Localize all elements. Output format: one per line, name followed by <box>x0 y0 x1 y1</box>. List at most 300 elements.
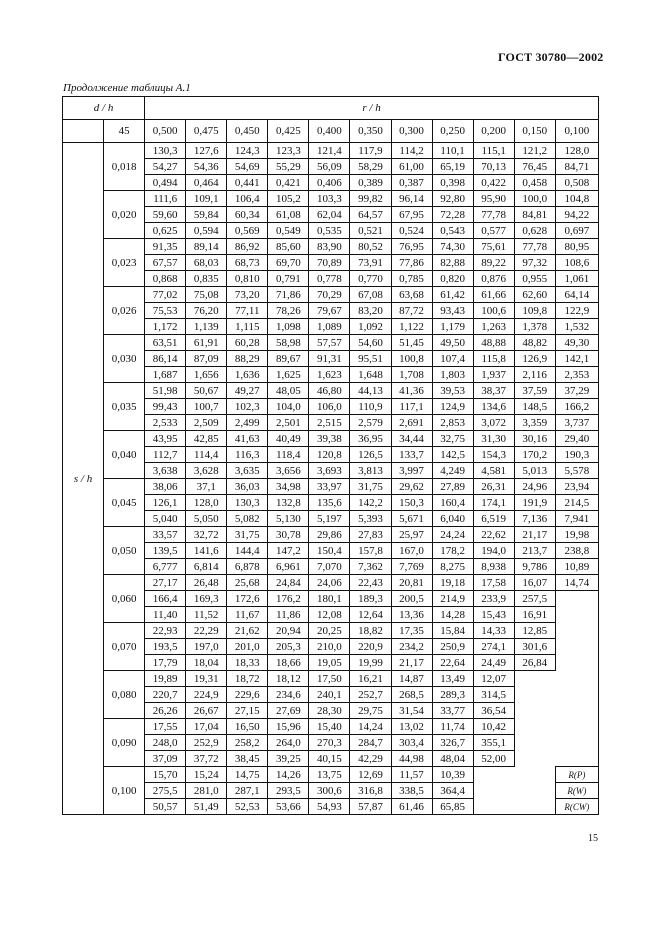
empty-cell <box>514 799 555 815</box>
empty-cell <box>555 751 598 767</box>
value-cell: 67,95 <box>391 207 432 223</box>
value-cell: 1,122 <box>391 319 432 335</box>
value-cell: 0,521 <box>350 223 391 239</box>
value-cell: 31,75 <box>227 527 268 543</box>
value-cell: 293,5 <box>268 783 309 799</box>
value-cell: 78,26 <box>268 303 309 319</box>
value-cell: 268,5 <box>391 687 432 703</box>
header-row <box>63 97 599 120</box>
value-cell: 87,72 <box>391 303 432 319</box>
value-cell: 6,961 <box>268 559 309 575</box>
value-cell: 52,00 <box>473 751 514 767</box>
value-cell: 5,393 <box>350 511 391 527</box>
value-cell: 16,07 <box>514 575 555 591</box>
value-cell: 105,2 <box>268 191 309 207</box>
value-cell: 86,14 <box>145 351 186 367</box>
value-cell: 169,3 <box>186 591 227 607</box>
empty-cell <box>514 671 555 687</box>
value-cell: 32,72 <box>186 527 227 543</box>
value-cell: 41,36 <box>391 383 432 399</box>
value-cell: 40,49 <box>268 431 309 447</box>
value-cell: 5,082 <box>227 511 268 527</box>
value-cell: 1,089 <box>309 319 350 335</box>
value-cell: 51,45 <box>391 335 432 351</box>
value-cell: 42,85 <box>186 431 227 447</box>
table-row <box>63 143 599 159</box>
value-cell: 0,791 <box>268 271 309 287</box>
value-cell: 59,60 <box>145 207 186 223</box>
value-cell: 15,84 <box>432 623 473 639</box>
sh-value: 0,090 <box>104 719 145 767</box>
value-cell: 26,84 <box>514 655 555 671</box>
value-cell: 166,2 <box>555 399 598 415</box>
value-cell: 281,0 <box>186 783 227 799</box>
value-cell: 70,29 <box>309 287 350 303</box>
value-cell: 33,57 <box>145 527 186 543</box>
value-cell: 5,578 <box>555 463 598 479</box>
value-cell: 248,0 <box>145 735 186 751</box>
value-cell: 134,6 <box>473 399 514 415</box>
value-cell: 5,130 <box>268 511 309 527</box>
value-cell: 14,28 <box>432 607 473 623</box>
value-cell: 14,24 <box>350 719 391 735</box>
value-cell: 275,5 <box>145 783 186 799</box>
empty-cell <box>555 623 598 639</box>
value-cell: 12,07 <box>473 671 514 687</box>
table-row <box>63 623 599 639</box>
value-cell: 2,533 <box>145 415 186 431</box>
value-cell: 59,84 <box>186 207 227 223</box>
value-cell: 62,60 <box>514 287 555 303</box>
value-cell: 54,60 <box>350 335 391 351</box>
value-cell: 1,937 <box>473 367 514 383</box>
value-cell: 104,0 <box>268 399 309 415</box>
value-cell: 27,89 <box>432 479 473 495</box>
value-cell: 106,4 <box>227 191 268 207</box>
value-cell: 38,45 <box>227 751 268 767</box>
value-cell: 229,6 <box>227 687 268 703</box>
value-cell: 14,74 <box>555 575 598 591</box>
value-cell: 99,82 <box>350 191 391 207</box>
value-cell: 11,74 <box>432 719 473 735</box>
value-cell: 142,2 <box>350 495 391 511</box>
sh-value: 0,035 <box>104 383 145 431</box>
rh-value-header: 0,475 <box>186 120 227 143</box>
value-cell: 135,6 <box>309 495 350 511</box>
value-cell: 58,29 <box>350 159 391 175</box>
value-cell: 48,04 <box>432 751 473 767</box>
value-cell: 87,09 <box>186 351 227 367</box>
value-cell: 55,29 <box>268 159 309 175</box>
value-cell: 57,87 <box>350 799 391 815</box>
value-cell: 2,853 <box>432 415 473 431</box>
empty-cell <box>514 687 555 703</box>
value-cell: 27,17 <box>145 575 186 591</box>
value-cell: 103,3 <box>309 191 350 207</box>
value-cell: 3,359 <box>514 415 555 431</box>
value-cell: 5,040 <box>145 511 186 527</box>
value-cell: 326,7 <box>432 735 473 751</box>
table-row <box>63 479 599 495</box>
value-cell: 72,28 <box>432 207 473 223</box>
value-cell: 77,78 <box>514 239 555 255</box>
value-cell: 142,5 <box>432 447 473 463</box>
value-cell: 3,635 <box>227 463 268 479</box>
sh-value: 0,060 <box>104 575 145 623</box>
value-cell: 71,86 <box>268 287 309 303</box>
value-cell: 68,73 <box>227 255 268 271</box>
value-cell: 6,519 <box>473 511 514 527</box>
table-row <box>63 767 599 783</box>
value-cell: 117,1 <box>391 399 432 415</box>
value-cell: 0,389 <box>350 175 391 191</box>
value-cell: 25,97 <box>391 527 432 543</box>
sh-value: 0,023 <box>104 239 145 287</box>
value-cell: 70,13 <box>473 159 514 175</box>
r-type-label: R(W) <box>555 783 598 799</box>
value-cell: 106,0 <box>309 399 350 415</box>
value-cell: 2,515 <box>309 415 350 431</box>
value-cell: 19,18 <box>432 575 473 591</box>
value-cell: 287,1 <box>227 783 268 799</box>
empty-cell <box>514 767 555 783</box>
value-cell: 220,7 <box>145 687 186 703</box>
value-cell: 115,1 <box>473 143 514 159</box>
value-cell: 65,85 <box>432 799 473 815</box>
value-cell: 89,22 <box>473 255 514 271</box>
rh-value-header: 0,425 <box>268 120 309 143</box>
value-cell: 37,72 <box>186 751 227 767</box>
value-cell: 94,22 <box>555 207 598 223</box>
value-cell: 15,70 <box>145 767 186 783</box>
empty-cell <box>555 687 598 703</box>
value-cell: 126,9 <box>514 351 555 367</box>
value-cell: 26,67 <box>186 703 227 719</box>
value-cell: 14,75 <box>227 767 268 783</box>
rh-value-header: 0,100 <box>555 120 598 143</box>
rh-value-header: 0,250 <box>432 120 473 143</box>
value-cell: 67,57 <box>145 255 186 271</box>
value-cell: 3,072 <box>473 415 514 431</box>
value-cell: 64,14 <box>555 287 598 303</box>
value-cell: 112,7 <box>145 447 186 463</box>
empty-cell <box>555 655 598 671</box>
value-cell: 110,9 <box>350 399 391 415</box>
table-row <box>63 287 599 303</box>
value-cell: 314,5 <box>473 687 514 703</box>
value-cell: 69,70 <box>268 255 309 271</box>
value-cell: 0,835 <box>186 271 227 287</box>
sh-value: 0,040 <box>104 431 145 479</box>
value-cell: 76,20 <box>186 303 227 319</box>
value-cell: 21,17 <box>514 527 555 543</box>
value-cell: 44,13 <box>350 383 391 399</box>
value-cell: 18,12 <box>268 671 309 687</box>
value-cell: 11,57 <box>391 767 432 783</box>
value-cell: 22,93 <box>145 623 186 639</box>
table-row <box>63 191 599 207</box>
value-cell: 50,57 <box>145 799 186 815</box>
value-cell: 141,6 <box>186 543 227 559</box>
value-cell: 38,06 <box>145 479 186 495</box>
value-cell: 3,813 <box>350 463 391 479</box>
value-cell: 22,64 <box>432 655 473 671</box>
header-blank-cell <box>63 120 104 143</box>
value-cell: 176,2 <box>268 591 309 607</box>
value-cell: 0,778 <box>309 271 350 287</box>
value-cell: 1,098 <box>268 319 309 335</box>
value-cell: 17,35 <box>391 623 432 639</box>
value-cell: 65,19 <box>432 159 473 175</box>
value-cell: 26,26 <box>145 703 186 719</box>
value-cell: 99,43 <box>145 399 186 415</box>
value-cell: 108,6 <box>555 255 598 271</box>
value-cell: 100,6 <box>473 303 514 319</box>
sh-label: s / h <box>63 143 104 815</box>
value-cell: 4,581 <box>473 463 514 479</box>
value-cell: 39,38 <box>309 431 350 447</box>
value-cell: 21,17 <box>391 655 432 671</box>
value-cell: 100,7 <box>186 399 227 415</box>
value-cell: 194,0 <box>473 543 514 559</box>
value-cell: 75,53 <box>145 303 186 319</box>
value-cell: 30,16 <box>514 431 555 447</box>
r-type-label: R(P) <box>555 767 598 783</box>
value-cell: 0,810 <box>227 271 268 287</box>
value-cell: 197,0 <box>186 639 227 655</box>
value-cell: 48,05 <box>268 383 309 399</box>
value-cell: 41,63 <box>227 431 268 447</box>
value-cell: 238,8 <box>555 543 598 559</box>
value-cell: 130,3 <box>145 143 186 159</box>
value-cell: 102,3 <box>227 399 268 415</box>
empty-cell <box>514 703 555 719</box>
value-cell: 12,08 <box>309 607 350 623</box>
value-cell: 93,43 <box>432 303 473 319</box>
value-cell: 121,4 <box>309 143 350 159</box>
value-cell: 51,49 <box>186 799 227 815</box>
value-cell: 180,1 <box>309 591 350 607</box>
value-cell: 31,30 <box>473 431 514 447</box>
value-cell: 3,656 <box>268 463 309 479</box>
value-cell: 27,69 <box>268 703 309 719</box>
value-cell: 264,0 <box>268 735 309 751</box>
value-cell: 42,29 <box>350 751 391 767</box>
value-cell: 15,40 <box>309 719 350 735</box>
value-cell: 7,362 <box>350 559 391 575</box>
value-cell: 19,98 <box>555 527 598 543</box>
value-cell: 3,737 <box>555 415 598 431</box>
empty-cell <box>514 735 555 751</box>
value-cell: 250,9 <box>432 639 473 655</box>
value-cell: 130,3 <box>227 495 268 511</box>
value-cell: 28,30 <box>309 703 350 719</box>
angle-header: 45 <box>104 120 145 143</box>
value-cell: 31,54 <box>391 703 432 719</box>
value-cell: 17,79 <box>145 655 186 671</box>
value-cell: 2,579 <box>350 415 391 431</box>
value-cell: 22,29 <box>186 623 227 639</box>
value-cell: 0,508 <box>555 175 598 191</box>
value-cell: 10,89 <box>555 559 598 575</box>
value-cell: 17,58 <box>473 575 514 591</box>
document-id: ГОСТ 30780—2002 <box>498 50 604 64</box>
table-row <box>63 527 599 543</box>
value-cell: 18,04 <box>186 655 227 671</box>
value-cell: 54,69 <box>227 159 268 175</box>
sh-value: 0,100 <box>104 767 145 815</box>
value-cell: 7,136 <box>514 511 555 527</box>
value-cell: 60,34 <box>227 207 268 223</box>
value-cell: 51,98 <box>145 383 186 399</box>
value-cell: 120,8 <box>309 447 350 463</box>
value-cell: 174,1 <box>473 495 514 511</box>
sh-value: 0,026 <box>104 287 145 335</box>
value-cell: 11,40 <box>145 607 186 623</box>
value-cell: 12,64 <box>350 607 391 623</box>
value-cell: 20,25 <box>309 623 350 639</box>
value-cell: 43,95 <box>145 431 186 447</box>
value-cell: 44,98 <box>391 751 432 767</box>
value-cell: 142,1 <box>555 351 598 367</box>
rh-value-header: 0,200 <box>473 120 514 143</box>
value-cell: 200,5 <box>391 591 432 607</box>
rh-value-header: 0,400 <box>309 120 350 143</box>
value-cell: 0,406 <box>309 175 350 191</box>
value-cell: 18,33 <box>227 655 268 671</box>
value-cell: 257,5 <box>514 591 555 607</box>
value-cell: 7,941 <box>555 511 598 527</box>
value-cell: 37,29 <box>555 383 598 399</box>
value-cell: 84,71 <box>555 159 598 175</box>
value-cell: 128,0 <box>186 495 227 511</box>
r-type-label: R(CW) <box>555 799 598 815</box>
value-cell: 9,786 <box>514 559 555 575</box>
value-cell: 27,83 <box>350 527 391 543</box>
value-cell: 33,97 <box>309 479 350 495</box>
value-cell: 132,8 <box>268 495 309 511</box>
value-cell: 124,3 <box>227 143 268 159</box>
sh-value: 0,045 <box>104 479 145 527</box>
value-cell: 170,2 <box>514 447 555 463</box>
value-cell: 34,44 <box>391 431 432 447</box>
value-cell: 73,91 <box>350 255 391 271</box>
value-cell: 115,8 <box>473 351 514 367</box>
empty-cell <box>555 671 598 687</box>
rh-header: r / h <box>145 97 599 120</box>
table-row <box>63 239 599 255</box>
value-cell: 64,57 <box>350 207 391 223</box>
empty-cell <box>514 751 555 767</box>
value-cell: 303,4 <box>391 735 432 751</box>
value-cell: 0,494 <box>145 175 186 191</box>
value-cell: 150,4 <box>309 543 350 559</box>
value-cell: 100,8 <box>391 351 432 367</box>
value-cell: 240,1 <box>309 687 350 703</box>
value-cell: 147,2 <box>268 543 309 559</box>
value-cell: 14,33 <box>473 623 514 639</box>
value-cell: 24,96 <box>514 479 555 495</box>
value-cell: 7,070 <box>309 559 350 575</box>
value-cell: 233,9 <box>473 591 514 607</box>
value-cell: 49,30 <box>555 335 598 351</box>
value-cell: 117,9 <box>350 143 391 159</box>
value-cell: 37,09 <box>145 751 186 767</box>
value-cell: 167,0 <box>391 543 432 559</box>
value-cell: 38,37 <box>473 383 514 399</box>
value-cell: 0,464 <box>186 175 227 191</box>
value-cell: 77,02 <box>145 287 186 303</box>
value-cell: 5,671 <box>391 511 432 527</box>
value-cell: 61,91 <box>186 335 227 351</box>
value-cell: 16,91 <box>514 607 555 623</box>
value-cell: 111,6 <box>145 191 186 207</box>
value-cell: 76,95 <box>391 239 432 255</box>
value-cell: 53,66 <box>268 799 309 815</box>
value-cell: 1,263 <box>473 319 514 335</box>
value-cell: 84,81 <box>514 207 555 223</box>
table-row <box>63 719 599 735</box>
value-cell: 301,6 <box>514 639 555 655</box>
value-cell: 12,85 <box>514 623 555 639</box>
value-cell: 157,8 <box>350 543 391 559</box>
value-cell: 91,31 <box>309 351 350 367</box>
value-cell: 75,61 <box>473 239 514 255</box>
value-cell: 49,50 <box>432 335 473 351</box>
value-cell: 3,628 <box>186 463 227 479</box>
rh-value-header: 0,350 <box>350 120 391 143</box>
value-cell: 1,092 <box>350 319 391 335</box>
value-cell: 5,050 <box>186 511 227 527</box>
value-cell: 109,1 <box>186 191 227 207</box>
value-cell: 116,3 <box>227 447 268 463</box>
value-cell: 0,398 <box>432 175 473 191</box>
value-cell: 114,2 <box>391 143 432 159</box>
value-cell: 80,52 <box>350 239 391 255</box>
value-cell: 1,636 <box>227 367 268 383</box>
value-cell: 128,0 <box>555 143 598 159</box>
value-cell: 68,03 <box>186 255 227 271</box>
value-cell: 61,66 <box>473 287 514 303</box>
value-cell: 8,938 <box>473 559 514 575</box>
value-cell: 3,693 <box>309 463 350 479</box>
value-cell: 22,62 <box>473 527 514 543</box>
value-cell: 1,687 <box>145 367 186 383</box>
value-cell: 85,60 <box>268 239 309 255</box>
dh-header: d / h <box>63 97 145 120</box>
value-cell: 0,422 <box>473 175 514 191</box>
value-cell: 127,6 <box>186 143 227 159</box>
value-cell: 61,00 <box>391 159 432 175</box>
value-cell: 110,1 <box>432 143 473 159</box>
value-cell: 13,75 <box>309 767 350 783</box>
value-cell: 1,532 <box>555 319 598 335</box>
value-cell: 18,82 <box>350 623 391 639</box>
value-cell: 24,06 <box>309 575 350 591</box>
rh-value-header: 0,450 <box>227 120 268 143</box>
value-cell: 20,94 <box>268 623 309 639</box>
value-cell: 191,9 <box>514 495 555 511</box>
value-cell: 139,5 <box>145 543 186 559</box>
sh-value: 0,018 <box>104 143 145 191</box>
sh-value: 0,020 <box>104 191 145 239</box>
table-continuation-caption: Продолжение таблицы А.1 <box>63 82 191 94</box>
value-cell: 148,5 <box>514 399 555 415</box>
value-cell: 144,4 <box>227 543 268 559</box>
value-cell: 133,7 <box>391 447 432 463</box>
page-number: 15 <box>588 833 598 844</box>
rh-value-header: 0,300 <box>391 120 432 143</box>
